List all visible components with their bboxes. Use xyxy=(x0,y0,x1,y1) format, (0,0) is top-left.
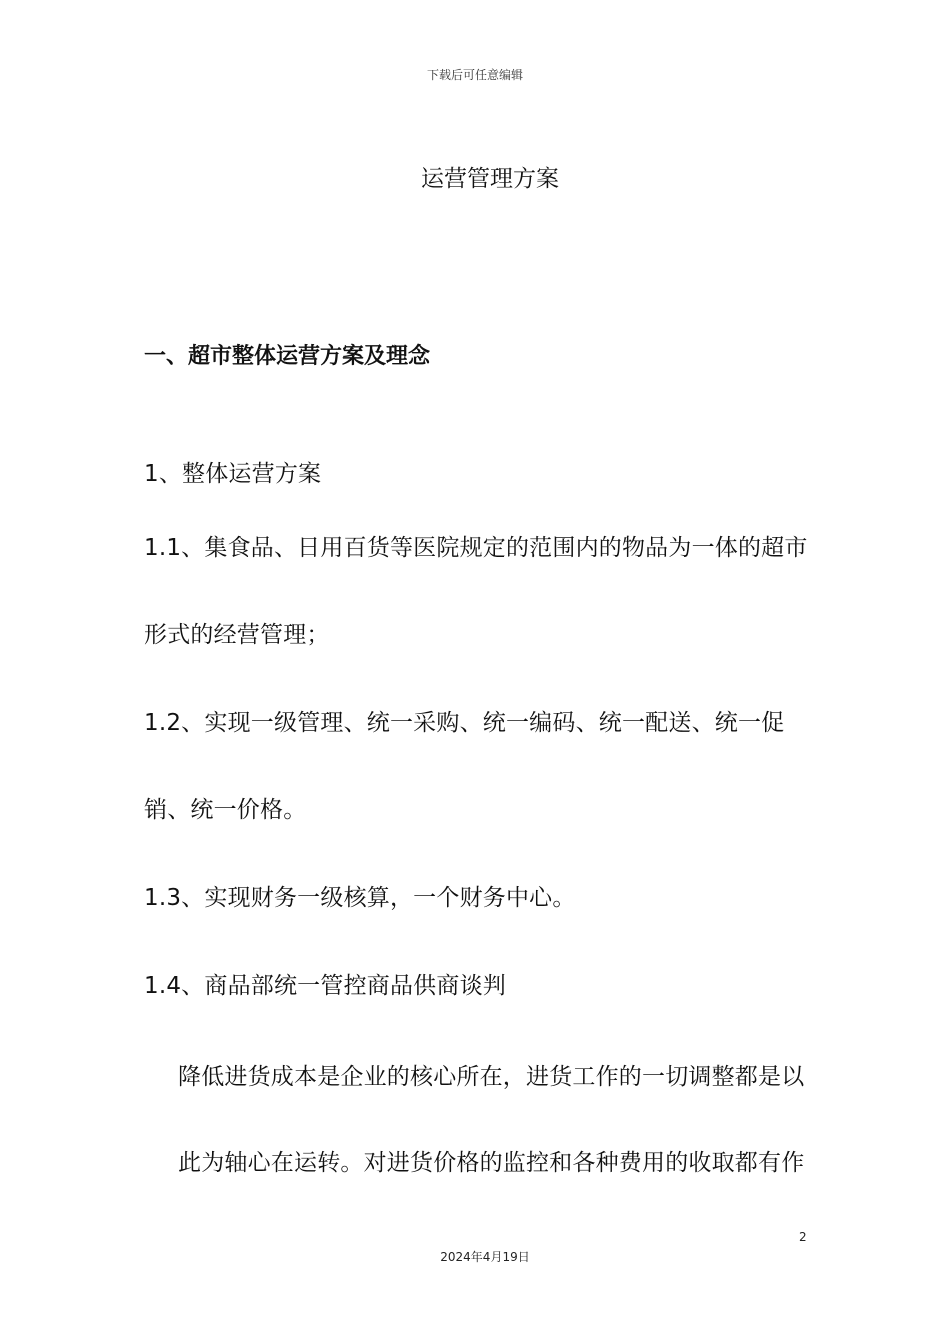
paragraph-line-7: 1.4、商品部统一管控商品供商谈判 xyxy=(144,973,506,999)
header-note: 下载后可任意编辑 xyxy=(426,68,523,82)
paragraph-line-9: 此为轴心在运转。对进货价格的监控和各种费用的收取都有作 xyxy=(178,1150,805,1176)
paragraph-line-4: 1.2、实现一级管理、统一采购、统一编码、统一配送、统一促 xyxy=(144,710,785,736)
footer-date: 2024年4月19日 xyxy=(440,1250,530,1264)
paragraph-line-3: 形式的经营管理； xyxy=(144,622,330,648)
paragraph-line-2: 1.1、集食品、日用百货等医院规定的范围内的物品为一体的超市 xyxy=(144,535,808,561)
paragraph-line-8: 降低进货成本是企业的核心所在，进货工作的一切调整都是以 xyxy=(178,1064,805,1090)
paragraph-line-5: 销、统一价格。 xyxy=(144,797,307,823)
section-heading: 一、超市整体运营方案及理念 xyxy=(144,344,431,369)
document-title: 运营管理方案 xyxy=(421,166,559,192)
paragraph-line-1: 1、整体运营方案 xyxy=(144,461,322,487)
page-number: 2 xyxy=(799,1230,807,1244)
paragraph-line-6: 1.3、实现财务一级核算，一个财务中心。 xyxy=(144,885,576,911)
